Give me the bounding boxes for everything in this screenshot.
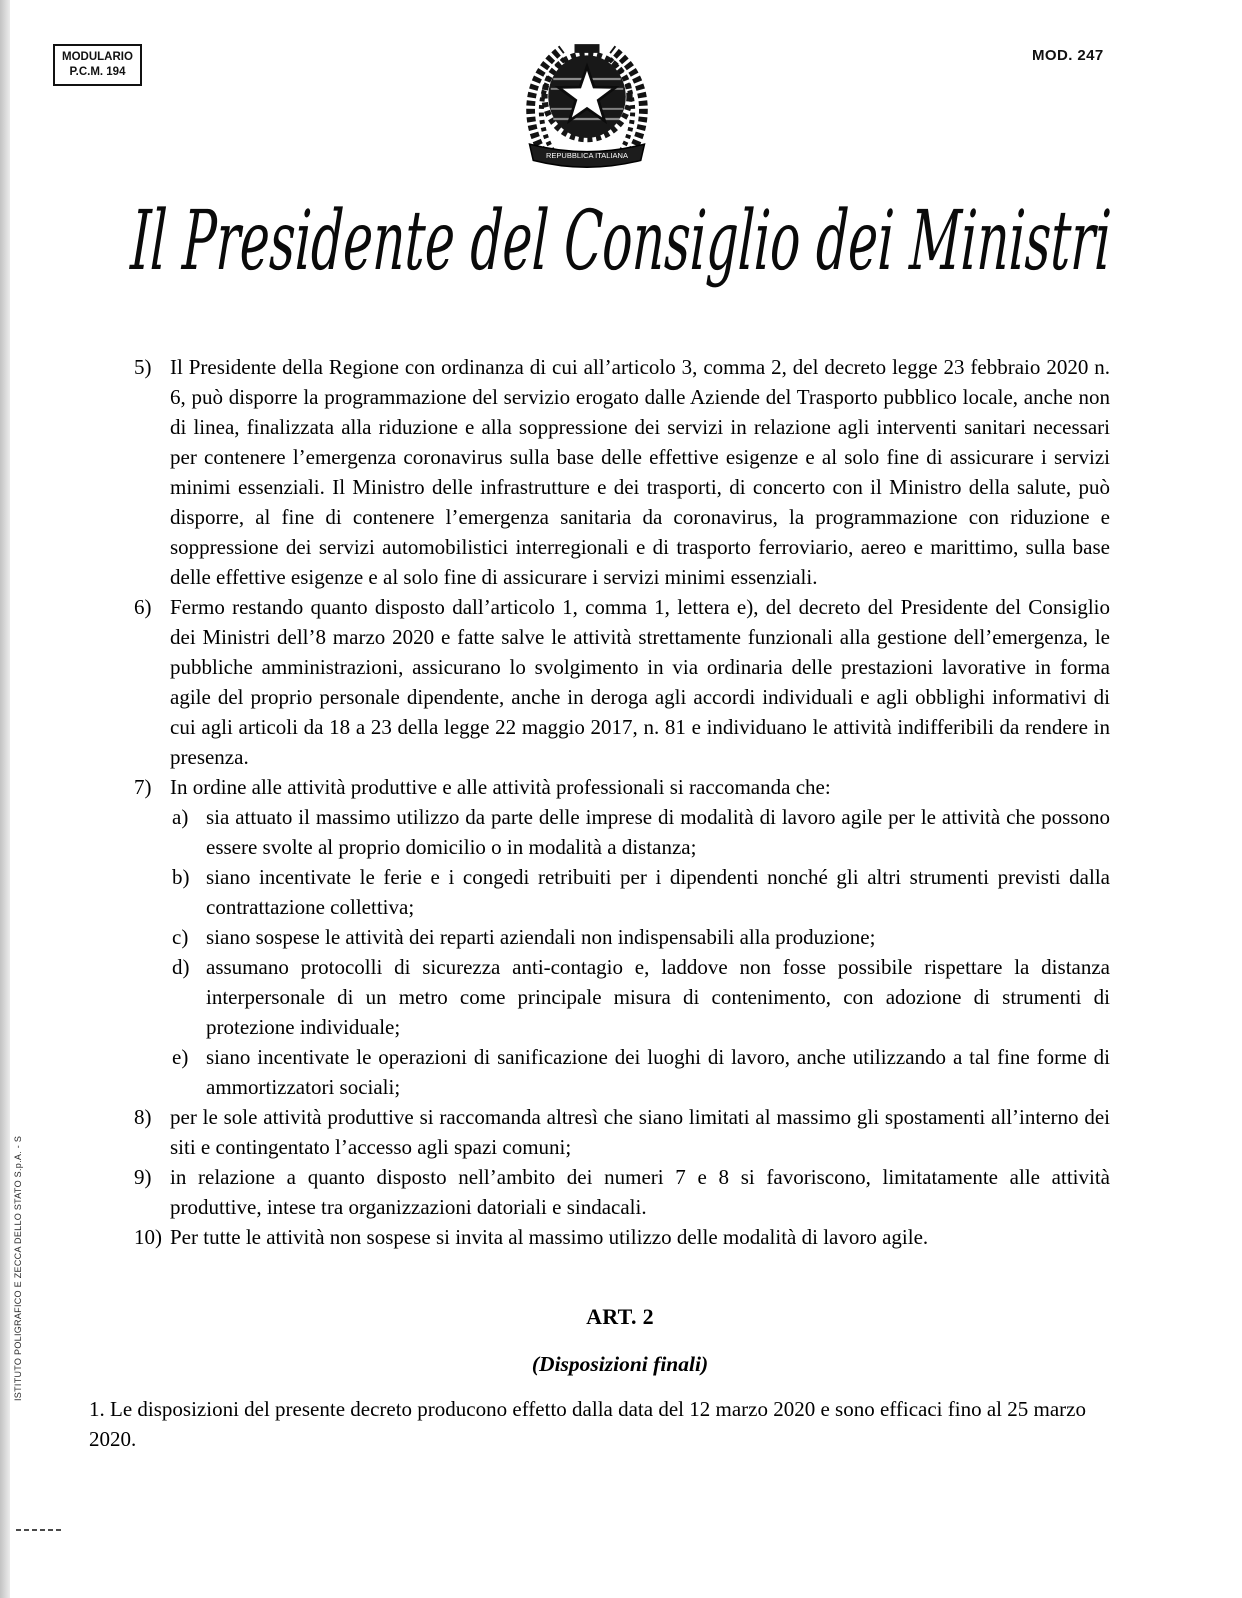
- modulario-stamp-box: [53, 44, 142, 86]
- decree-subitem-e: [130, 1042, 1110, 1102]
- decree-item-5: [130, 352, 1110, 592]
- subitem-letter: e): [172, 1045, 189, 1069]
- item-number: 9): [134, 1165, 152, 1189]
- modulario-line2: P.C.M. 194: [69, 65, 126, 78]
- emblem-banner-text: REPUBBLICA ITALIANA: [546, 150, 628, 160]
- mod-247-label: MOD. 247: [1032, 47, 1104, 64]
- item-number: 8): [134, 1105, 152, 1129]
- italian-republic-emblem-icon: [512, 34, 662, 178]
- letterhead-script-title: Il Presidente del Consiglio dei Ministri: [128, 193, 1114, 289]
- subitem-text: siano incentivate le operazioni di sanificazione dei luoghi di lavoro, anche utilizzando a tal fine forme di ammortizzatori sociali;: [206, 1045, 1110, 1099]
- subitem-text: siano sospese le attività dei reparti aziendali non indispensabili alla produzione;: [206, 925, 876, 949]
- item-number: 6): [134, 595, 152, 619]
- item-text: Il Presidente della Regione con ordinanza di cui all’articolo 3, comma 2, del decreto legge 23 febbraio 2020 n. 6, può disporre la programmazione del servizio erogato dalle Aziende del Trasporto pubblico locale, anche non di linea, finalizzata alla riduzione e alla soppressione dei servizi in relazione agli interventi sanitari necessari per contenere l’emergenza coronavirus sulla base delle effettive esigenze e al solo fine di assicurare i servizi minimi essenziali. Il Ministro delle infrastrutture e dei trasporti, di concerto con il Ministro della salute, può disporre, al fine di contenere l’emergenza sanitaria da coronavirus, la programmazione con riduzione e soppressione dei servizi automobilistici interregionali e di trasporto ferroviario, aereo e marittimo, sulla base delle effettive esigenze e al solo fine di assicurare i servizi minimi essenziali.: [170, 355, 1110, 589]
- item-number: 7): [134, 775, 152, 799]
- decree-item-10: [130, 1222, 1110, 1252]
- decree-item-6: [130, 592, 1110, 772]
- item-text: Fermo restando quanto disposto dall’articolo 1, comma 1, lettera e), del decreto del Presidente del Consiglio dei Ministri dell’8 marzo 2020 e fatte salve le attività strettamente funzionali alla gestione dell’emergenza, le pubbliche amministrazioni, assicurano lo svolgimento in via ordinaria delle prestazioni lavorative in forma agile del proprio personale dipendente, anche in deroga agli accordi individuali e agli obblighi informativi di cui agli articoli da 18 a 23 della legge 22 maggio 2017, n. 81 e individuano le attività indifferibili da rendere in presenza.: [170, 595, 1110, 769]
- subitem-text: sia attuato il massimo utilizzo da parte delle imprese di modalità di lavoro agile per le attività che possono essere svolte al proprio domicilio o in modalità a distanza;: [206, 805, 1110, 859]
- item-text: Per tutte le attività non sospese si invita al massimo utilizzo delle modalità di lavoro agile.: [170, 1225, 929, 1249]
- subitem-letter: a): [172, 805, 189, 829]
- decree-subitem-d: [130, 952, 1110, 1042]
- decree-subitem-b: [130, 862, 1110, 922]
- subitem-letter: b): [172, 865, 190, 889]
- decree-item-7: [130, 772, 1110, 802]
- modulario-line1: MODULARIO: [62, 51, 133, 63]
- article-2-title: ART. 2: [586, 1304, 654, 1329]
- item-text: In ordine alle attività produttive e alle attività professionali si raccomanda che:: [170, 775, 831, 799]
- decree-item-8: [130, 1102, 1110, 1162]
- decree-subitem-c: [130, 922, 1110, 952]
- decree-subitem-a: [130, 802, 1110, 862]
- decree-item-9: [130, 1162, 1110, 1222]
- subitem-text: assumano protocolli di sicurezza anti-contagio e, laddove non fosse possibile rispettare la distanza interpersonale di un metro come principale misura di contenimento, con adozione di strumenti di protezione individuale;: [206, 955, 1110, 1039]
- printer-imprint-vertical-text: ISTITUTO POLIGRAFICO E ZECCA DELLO STATO S.p.A. - S: [13, 1135, 23, 1401]
- subitem-letter: d): [172, 955, 190, 979]
- decree-item-7-sublist: [130, 802, 1110, 1102]
- item-number: 10): [134, 1225, 162, 1249]
- subitem-text: siano incentivate le ferie e i congedi retribuiti per i dipendenti nonché gli altri strumenti previsti dalla contrattazione collettiva;: [206, 865, 1110, 919]
- item-number: 5): [134, 355, 152, 379]
- article-2-subtitle: (Disposizioni finali): [531, 1352, 709, 1376]
- decree-body: [0, 352, 1242, 1454]
- subitem-letter: c): [172, 925, 189, 949]
- item-text: per le sole attività produttive si raccomanda altresì che siano limitati al massimo gli spostamenti all’interno dei siti e contingentato l’accesso agli spazi comuni;: [170, 1105, 1110, 1159]
- item-text: in relazione a quanto disposto nell’ambito dei numeri 7 e 8 si favoriscono, limitatamente alle attività produttive, intese tra organizzazioni datoriali e sindacali.: [170, 1165, 1110, 1219]
- fold-mark-line: [16, 1529, 62, 1531]
- article-2-text: 1. Le disposizioni del presente decreto producono effetto dalla data del 12 marzo 2020 e sono efficaci fino al 25 marzo 2020.: [89, 1397, 1086, 1451]
